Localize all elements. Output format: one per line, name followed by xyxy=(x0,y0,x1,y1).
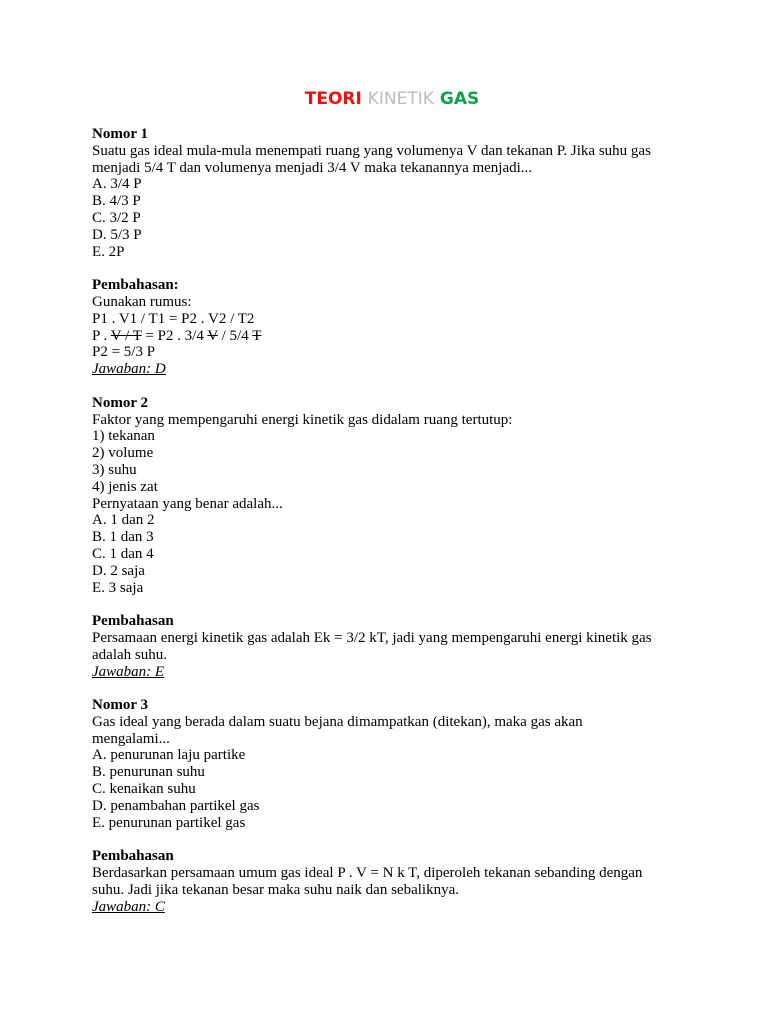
question-1 xyxy=(92,126,692,378)
question-1-option-b: B. 4/3 P xyxy=(92,193,141,210)
answer-2: Jawaban: E xyxy=(92,663,165,680)
question-3-option-e: E. penurunan partikel gas xyxy=(92,814,246,831)
title-part-teori: TEORI xyxy=(304,89,362,109)
discussion-2-line-2: adalah suhu. xyxy=(92,646,167,663)
question-2-text: Faktor yang mempengaruhi energi kinetik gas didalam ruang tertutup: xyxy=(92,411,513,428)
question-3-option-d: D. penambahan partikel gas xyxy=(92,797,260,814)
question-1-option-e: E. 2P xyxy=(92,243,125,260)
question-1-option-d: D. 5/3 P xyxy=(92,226,142,243)
question-2-item-2: 2) volume xyxy=(92,445,154,462)
question-1-heading: Nomor 1 xyxy=(92,126,148,142)
question-2-item-3: 3) suhu xyxy=(92,461,137,478)
question-3-text-line-2: mengalami... xyxy=(92,730,170,747)
discussion-1-heading: Pembahasan: xyxy=(92,277,179,294)
question-2 xyxy=(92,395,692,681)
question-2-option-b: B. 1 dan 3 xyxy=(92,529,154,546)
question-2-item-4: 4) jenis zat xyxy=(92,478,158,495)
discussion-2-heading: Pembahasan xyxy=(92,613,174,630)
question-3-option-a: A. penurunan laju partike xyxy=(92,747,246,764)
document-page xyxy=(92,88,692,915)
question-3-heading: Nomor 3 xyxy=(92,697,148,714)
discussion-3-heading: Pembahasan xyxy=(92,848,174,865)
answer-3: Jawaban: C xyxy=(92,898,165,915)
discussion-2-line-1: Persamaan energi kinetik gas adalah Ek = 3/2 kT, jadi yang mempengaruhi energi kinetik gas xyxy=(92,629,652,646)
document-title xyxy=(92,88,692,110)
question-2-item-1: 1) tekanan xyxy=(92,428,155,445)
question-1-option-a: A. 3/4 P xyxy=(92,176,142,193)
question-3-text-line-1: Gas ideal yang berada dalam suatu bejana dimampatkan (ditekan), maka gas akan xyxy=(92,713,583,730)
question-3-option-c: C. kenaikan suhu xyxy=(92,781,196,798)
discussion-3-line-1: Berdasarkan persamaan umum gas ideal P . V = N k T, diperoleh tekanan sebanding dengan xyxy=(92,865,643,882)
question-2-option-a: A. 1 dan 2 xyxy=(92,512,155,529)
discussion-1-formula-2 xyxy=(92,328,692,345)
formula-2-part-c: = P2 . 3/4 xyxy=(141,327,208,344)
formula-2-cancelled-vt: V / T xyxy=(110,327,142,344)
formula-2-part-e: / 5/4 xyxy=(217,327,253,344)
question-2-statement: Pernyataan yang benar adalah... xyxy=(92,495,283,512)
formula-2-part-a: P . xyxy=(92,327,111,344)
question-1-option-c: C. 3/2 P xyxy=(92,209,141,226)
discussion-3-line-2: suhu. Jadi jika tekanan besar maka suhu naik dan sebaliknya. xyxy=(92,881,459,898)
discussion-1-intro: Gunakan rumus: xyxy=(92,293,192,310)
question-1-text-line-2: menjadi 5/4 T dan volumenya menjadi 3/4 V maka tekanannya menjadi... xyxy=(92,159,533,176)
title-part-kinetik: KINETIK xyxy=(367,89,434,109)
discussion-1-formula-3: P2 = 5/3 P xyxy=(92,344,156,361)
question-3-option-b: B. penurunan suhu xyxy=(92,764,205,781)
question-3 xyxy=(92,697,692,915)
answer-1: Jawaban: D xyxy=(92,361,166,378)
question-2-heading: Nomor 2 xyxy=(92,394,148,411)
question-2-option-d: D. 2 saja xyxy=(92,562,145,579)
question-1-text-line-1: Suatu gas ideal mula-mula menempati ruang yang volumenya V dan tekanan P. Jika suhu gas xyxy=(92,142,651,159)
formula-2-cancelled-t: T xyxy=(252,327,262,344)
discussion-1-formula-1: P1 . V1 / T1 = P2 . V2 / T2 xyxy=(92,310,255,327)
title-part-gas: GAS xyxy=(439,89,480,109)
question-2-option-e: E. 3 saja xyxy=(92,579,144,596)
question-2-option-c: C. 1 dan 4 xyxy=(92,545,154,562)
formula-2-cancelled-v: V xyxy=(207,327,218,344)
